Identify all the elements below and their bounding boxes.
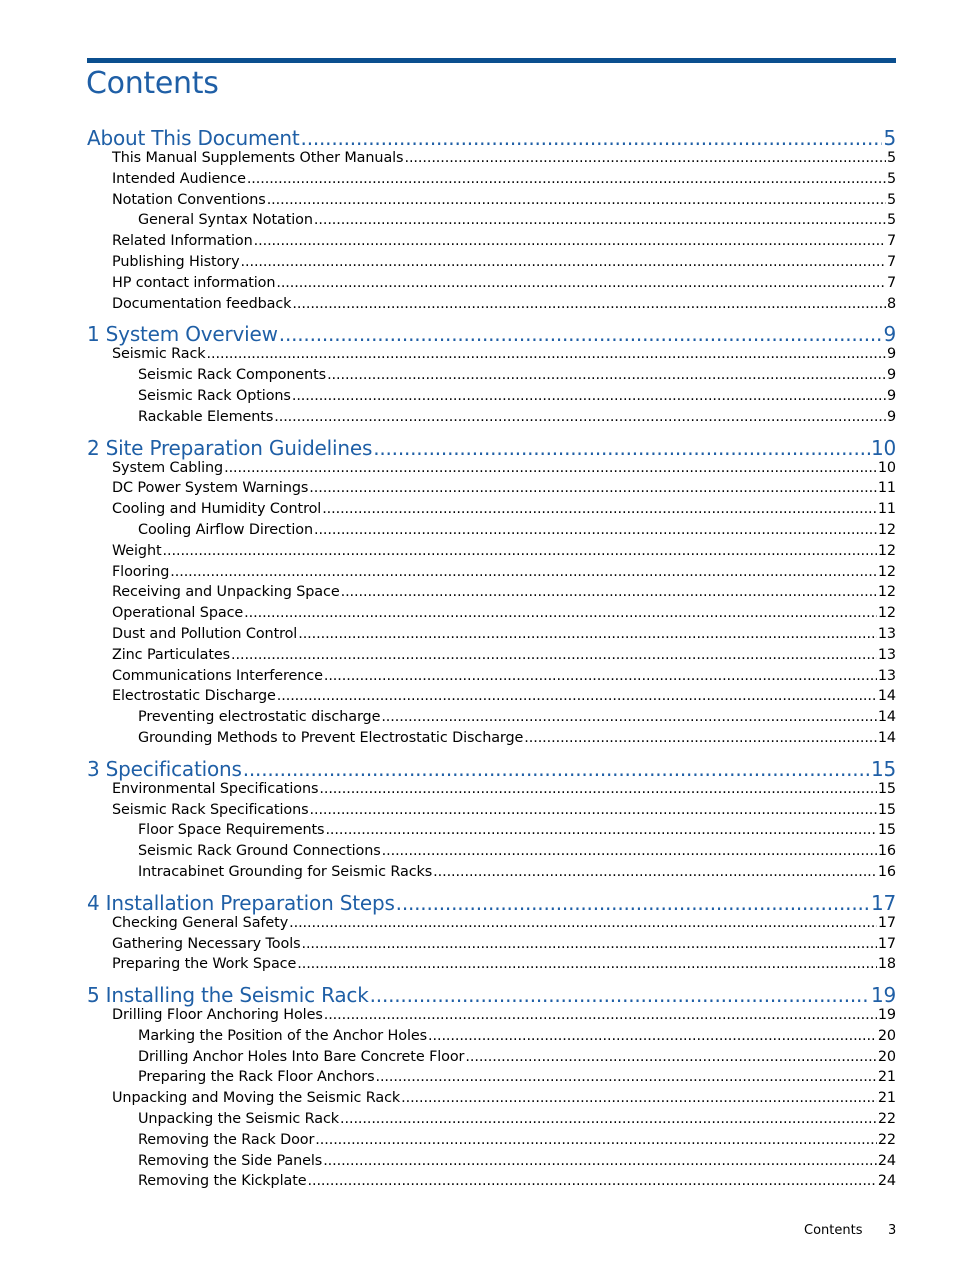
toc-entry-title: Removing the Kickplate [138, 1173, 307, 1190]
toc-dot-leader [340, 1111, 877, 1127]
toc-page-number: 14 [877, 688, 896, 705]
toc-chapter-entry[interactable] [87, 120, 896, 150]
toc-dot-leader [341, 584, 877, 600]
toc-entry-title: Seismic Rack Options [138, 387, 291, 404]
toc-entry-title: Drilling Floor Anchoring Holes [112, 1007, 323, 1024]
toc-dot-leader [254, 233, 886, 249]
toc-dot-leader [309, 480, 877, 496]
page-title: Contents [86, 66, 219, 101]
toc-section-entry[interactable] [87, 212, 896, 233]
toc-entry-title: Publishing History [112, 253, 240, 270]
toc-dot-leader [163, 543, 877, 559]
toc-page-number: 24 [877, 1152, 896, 1169]
toc-dot-leader [325, 822, 876, 838]
toc-section-entry[interactable] [87, 150, 896, 171]
toc-page-number: 7 [886, 253, 896, 270]
toc-section-entry[interactable] [87, 781, 896, 802]
toc-entry-title: Preparing the Work Space [112, 956, 297, 973]
table-of-contents [87, 120, 896, 1194]
toc-section-entry[interactable] [87, 915, 896, 936]
toc-section-entry[interactable] [87, 802, 896, 823]
toc-section-entry[interactable] [87, 843, 896, 864]
toc-dot-leader [310, 802, 877, 818]
toc-entry-title: HP contact information [112, 274, 276, 291]
toc-section-entry[interactable] [87, 688, 896, 709]
toc-entry-title: Flooring [112, 563, 170, 580]
toc-entry-title: Related Information [112, 233, 253, 250]
toc-page-number: 5 [886, 191, 896, 208]
toc-page-number: 12 [877, 563, 896, 580]
toc-page-number: 18 [877, 956, 896, 973]
toc-section-entry[interactable] [87, 1090, 896, 1111]
toc-entry-title: Seismic Rack Components [138, 367, 327, 384]
toc-page-number: 13 [877, 625, 896, 642]
toc-page-number: 13 [877, 667, 896, 684]
toc-page-number: 10 [877, 459, 896, 476]
toc-dot-leader [327, 367, 886, 383]
toc-section-entry[interactable] [87, 709, 896, 730]
toc-section-entry[interactable] [87, 501, 896, 522]
toc-section-entry[interactable] [87, 388, 896, 409]
toc-section-entry[interactable] [87, 522, 896, 543]
toc-entry-title: Rackable Elements [138, 408, 274, 425]
toc-entry-title: Preventing electrostatic discharge [138, 709, 381, 726]
toc-dot-leader [324, 1007, 877, 1023]
toc-dot-leader [292, 296, 886, 312]
toc-page-number: 20 [877, 1027, 896, 1044]
toc-page-number: 19 [870, 983, 896, 1008]
toc-section-entry[interactable] [87, 254, 896, 275]
toc-dot-leader [381, 709, 877, 725]
toc-dot-leader [224, 460, 877, 476]
toc-dot-leader [292, 388, 886, 404]
toc-section-entry[interactable] [87, 1132, 896, 1153]
toc-dot-leader [322, 501, 877, 517]
toc-dot-leader [401, 1090, 877, 1106]
toc-dot-leader [465, 1049, 876, 1065]
toc-page-number: 9 [883, 322, 896, 347]
toc-page-number: 9 [886, 408, 896, 425]
toc-section-entry[interactable] [87, 1007, 896, 1028]
toc-page-number: 9 [886, 367, 896, 384]
toc-entry-title: Checking General Safety [112, 914, 289, 931]
toc-section-entry[interactable] [87, 647, 896, 668]
toc-entry-title: 2 Site Preparation Guidelines [87, 435, 373, 460]
toc-entry-title: About This Document [87, 126, 300, 150]
toc-section-entry[interactable] [87, 171, 896, 192]
toc-page-number: 15 [877, 780, 896, 797]
toc-entry-title: Communications Interference [112, 667, 323, 684]
toc-dot-leader [315, 1132, 877, 1148]
toc-entry-title: Weight [112, 542, 162, 559]
footer-section-label: Contents [804, 1223, 863, 1238]
toc-dot-leader [404, 150, 885, 166]
header-rule [87, 58, 896, 63]
toc-dot-leader [382, 843, 877, 859]
toc-section-entry[interactable] [87, 956, 896, 977]
toc-section-entry[interactable] [87, 346, 896, 367]
toc-page-number: 5 [886, 150, 896, 166]
toc-entry-title: Unpacking and Moving the Seismic Rack [112, 1090, 401, 1107]
toc-entry-title: 3 Specifications [87, 756, 242, 781]
toc-dot-leader [289, 915, 877, 931]
toc-page-number: 16 [877, 863, 896, 880]
toc-page-number: 14 [877, 729, 896, 746]
toc-dot-leader [314, 212, 886, 228]
toc-dot-leader [297, 956, 877, 972]
toc-section-entry[interactable] [87, 864, 896, 885]
toc-page-number: 15 [877, 822, 896, 839]
toc-page-number: 13 [877, 646, 896, 663]
toc-dot-leader [396, 891, 870, 915]
toc-page-number: 9 [886, 387, 896, 404]
toc-page-number: 14 [877, 709, 896, 726]
footer-page-number: 3 [888, 1223, 897, 1238]
toc-dot-leader [375, 1069, 876, 1085]
toc-entry-title: System Cabling [112, 459, 224, 476]
toc-entry-title: Electrostatic Discharge [112, 688, 276, 705]
toc-entry-title: Preparing the Rack Floor Anchors [138, 1069, 375, 1086]
toc-entry-title: Intracabinet Grounding for Seismic Racks [138, 863, 433, 880]
toc-page-number: 21 [877, 1090, 896, 1107]
toc-page-number: 16 [877, 843, 896, 860]
toc-dot-leader [170, 564, 877, 580]
toc-page-number: 5 [883, 126, 896, 150]
toc-dot-leader [298, 626, 877, 642]
toc-page-number: 21 [877, 1069, 896, 1086]
toc-dot-leader [301, 936, 876, 952]
toc-entry-title: Receiving and Unpacking Space [112, 584, 340, 601]
toc-entry-title: 5 Installing the Seismic Rack [87, 983, 369, 1008]
toc-dot-leader [279, 322, 883, 346]
toc-dot-leader [231, 647, 877, 663]
toc-dot-leader [276, 275, 886, 291]
toc-chapter-entry[interactable] [87, 751, 896, 781]
toc-section-entry[interactable] [87, 367, 896, 388]
toc-section-entry[interactable] [87, 480, 896, 501]
toc-entry-title: Notation Conventions [112, 191, 266, 208]
toc-page-number: 22 [877, 1111, 896, 1128]
toc-entry-title: This Manual Supplements Other Manuals [112, 150, 404, 166]
toc-page-number: 17 [877, 935, 896, 952]
toc-section-entry[interactable] [87, 564, 896, 585]
toc-entry-title: Marking the Position of the Anchor Holes [138, 1027, 428, 1044]
toc-page-number: 5 [886, 212, 896, 229]
toc-page-number: 7 [886, 233, 896, 250]
toc-page-number: 12 [877, 605, 896, 622]
toc-page-number: 9 [886, 346, 896, 363]
toc-section-entry[interactable] [87, 1153, 896, 1174]
toc-entry-title: Cooling and Humidity Control [112, 501, 322, 518]
toc-entry-title: Grounding Methods to Prevent Electrostatic Discharge [138, 729, 524, 746]
toc-page-number: 11 [877, 480, 896, 497]
toc-entry-title: Zinc Particulates [112, 646, 231, 663]
toc-dot-leader [308, 1173, 877, 1189]
toc-dot-leader [323, 1153, 877, 1169]
toc-dot-leader [314, 522, 877, 538]
toc-page-number: 20 [877, 1048, 896, 1065]
toc-section-entry[interactable] [87, 275, 896, 296]
toc-entry-title: Dust and Pollution Control [112, 625, 298, 642]
toc-page-number: 19 [877, 1007, 896, 1024]
toc-section-entry[interactable] [87, 409, 896, 430]
toc-dot-leader [244, 605, 877, 621]
toc-dot-leader [370, 983, 870, 1007]
toc-dot-leader [247, 171, 886, 187]
toc-chapter-entry[interactable] [87, 977, 896, 1007]
toc-entry-title: DC Power System Warnings [112, 480, 309, 497]
toc-entry-title: Documentation feedback [112, 295, 292, 312]
toc-entry-title: Seismic Rack Specifications [112, 801, 309, 818]
toc-section-entry[interactable] [87, 1173, 896, 1194]
toc-entry-title: Intended Audience [112, 170, 246, 187]
toc-dot-leader [267, 192, 886, 208]
toc-dot-leader [274, 409, 886, 425]
toc-page-number: 10 [870, 435, 896, 460]
toc-section-entry[interactable] [87, 543, 896, 564]
toc-section-entry[interactable] [87, 233, 896, 254]
toc-chapter-entry[interactable] [87, 316, 896, 346]
toc-dot-leader [433, 864, 877, 880]
toc-entry-title: Seismic Rack [112, 346, 206, 363]
toc-section-entry[interactable] [87, 730, 896, 751]
toc-dot-leader [241, 254, 886, 270]
toc-entry-title: Drilling Anchor Holes Into Bare Concrete Floor [138, 1048, 465, 1065]
toc-dot-leader [207, 346, 886, 362]
toc-entry-title: Floor Space Requirements [138, 822, 325, 839]
toc-page-number: 24 [877, 1173, 896, 1190]
toc-dot-leader [319, 781, 877, 797]
toc-dot-leader [524, 730, 877, 746]
toc-entry-title: 1 System Overview [87, 322, 278, 347]
toc-dot-leader [373, 436, 870, 460]
toc-section-entry[interactable] [87, 936, 896, 957]
toc-entry-title: Seismic Rack Ground Connections [138, 843, 381, 860]
toc-dot-leader [277, 688, 877, 704]
toc-section-entry[interactable] [87, 1111, 896, 1132]
toc-section-entry[interactable] [87, 626, 896, 647]
toc-dot-leader [301, 126, 883, 150]
toc-section-entry[interactable] [87, 668, 896, 689]
toc-section-entry[interactable] [87, 296, 896, 317]
toc-chapter-entry[interactable] [87, 430, 896, 460]
toc-page-number: 7 [886, 274, 896, 291]
toc-page-number: 11 [877, 501, 896, 518]
toc-entry-title: Operational Space [112, 605, 244, 622]
toc-section-entry[interactable] [87, 822, 896, 843]
toc-page-number: 12 [877, 521, 896, 538]
toc-dot-leader [428, 1028, 877, 1044]
toc-entry-title: Unpacking the Seismic Rack [138, 1111, 340, 1128]
toc-dot-leader [243, 757, 870, 781]
toc-section-entry[interactable] [87, 1028, 896, 1049]
toc-section-entry[interactable] [87, 460, 896, 481]
toc-section-entry[interactable] [87, 584, 896, 605]
toc-entry-title: Gathering Necessary Tools [112, 935, 301, 952]
toc-entry-title: Cooling Airflow Direction [138, 521, 313, 538]
toc-page-number: 8 [886, 295, 896, 312]
toc-page-number: 17 [870, 890, 896, 915]
toc-entry-title: 4 Installation Preparation Steps [87, 890, 395, 915]
toc-section-entry[interactable] [87, 192, 896, 213]
toc-section-entry[interactable] [87, 1069, 896, 1090]
toc-entry-title: General Syntax Notation [138, 212, 313, 229]
toc-page-number: 17 [877, 914, 896, 931]
toc-entry-title: Removing the Rack Door [138, 1131, 315, 1148]
toc-dot-leader [324, 668, 877, 684]
toc-entry-title: Environmental Specifications [112, 780, 319, 797]
toc-page-number: 12 [877, 542, 896, 559]
toc-page-number: 5 [886, 170, 896, 187]
toc-section-entry[interactable] [87, 605, 896, 626]
toc-page-number: 15 [870, 756, 896, 781]
toc-entry-title: Removing the Side Panels [138, 1152, 323, 1169]
toc-page-number: 15 [877, 801, 896, 818]
toc-section-entry[interactable] [87, 1049, 896, 1070]
toc-chapter-entry[interactable] [87, 885, 896, 915]
toc-page-number: 12 [877, 584, 896, 601]
toc-page-number: 22 [877, 1131, 896, 1148]
